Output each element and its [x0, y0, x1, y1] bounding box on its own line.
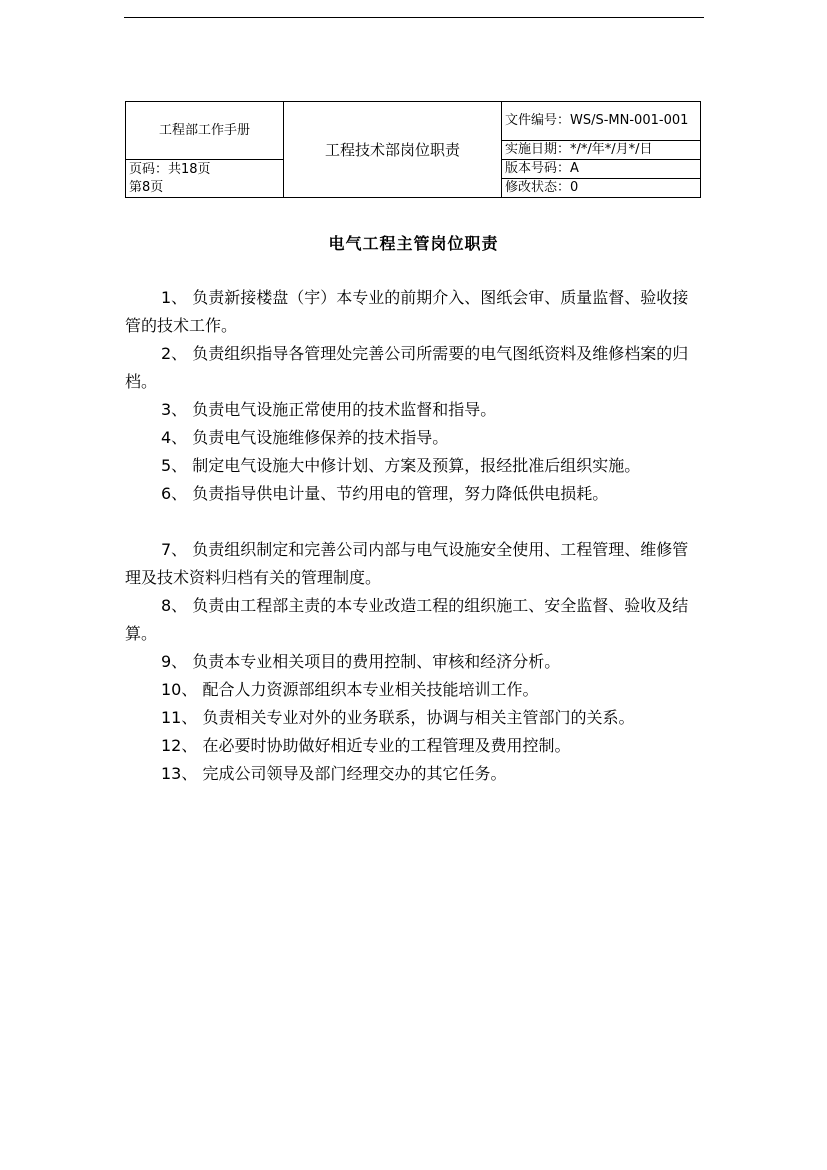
manual-name: 工程部工作手册 — [126, 102, 284, 160]
pages-total: 页码：共18页 — [129, 161, 211, 177]
list-item: 2、 负责组织指导各管理处完善公司所需要的电气图纸资料及维修档案的归档。 — [125, 344, 689, 391]
list-item: 10、 配合人力资源部组织本专业相关技能培训工作。 — [161, 680, 539, 699]
version: 版本号码：A — [502, 160, 701, 179]
top-rule — [124, 17, 704, 18]
section-title: 工程技术部岗位职责 — [284, 102, 502, 198]
list-item: 4、 负责电气设施维修保养的技术指导。 — [161, 428, 449, 447]
page-current: 第8页 — [129, 179, 164, 195]
document-title: 电气工程主管岗位职责 — [328, 234, 499, 253]
responsibility-list — [125, 284, 690, 788]
list-item: 6、 负责指导供电计量、节约用电的管理，努力降低供电损耗。 — [161, 484, 609, 503]
effective-date: 实施日期：*/*/年*/月*/日 — [502, 141, 701, 160]
list-item: 9、 负责本专业相关项目的费用控制、审核和经济分析。 — [161, 652, 561, 671]
doc-number: 文件编号：WS/S-MN-001-001 — [502, 102, 701, 141]
list-item: 8、 负责由工程部主责的本专业改造工程的组织施工、安全监督、验收及结算。 — [125, 596, 689, 643]
list-item: 5、 制定电气设施大中修计划、方案及预算，报经批准后组织实施。 — [161, 456, 641, 475]
list-item: 7、 负责组织制定和完善公司内部与电气设施安全使用、工程管理、维修管理及技术资料归档有关的管理制度。 — [125, 540, 689, 587]
list-item: 1、 负责新接楼盘（宇）本专业的前期介入、图纸会审、质量监督、验收接管的技术工作。 — [125, 288, 689, 335]
revision: 修改状态：0 — [502, 179, 701, 198]
page-info — [126, 160, 284, 198]
list-item: 3、 负责电气设施正常使用的技术监督和指导。 — [161, 400, 497, 419]
list-item: 12、 在必要时协助做好相近专业的工程管理及费用控制。 — [161, 736, 571, 755]
document-header-table — [125, 101, 701, 198]
list-item: 11、 负责相关专业对外的业务联系，协调与相关主管部门的关系。 — [161, 708, 635, 727]
list-item: 13、 完成公司领导及部门经理交办的其它任务。 — [161, 764, 507, 783]
